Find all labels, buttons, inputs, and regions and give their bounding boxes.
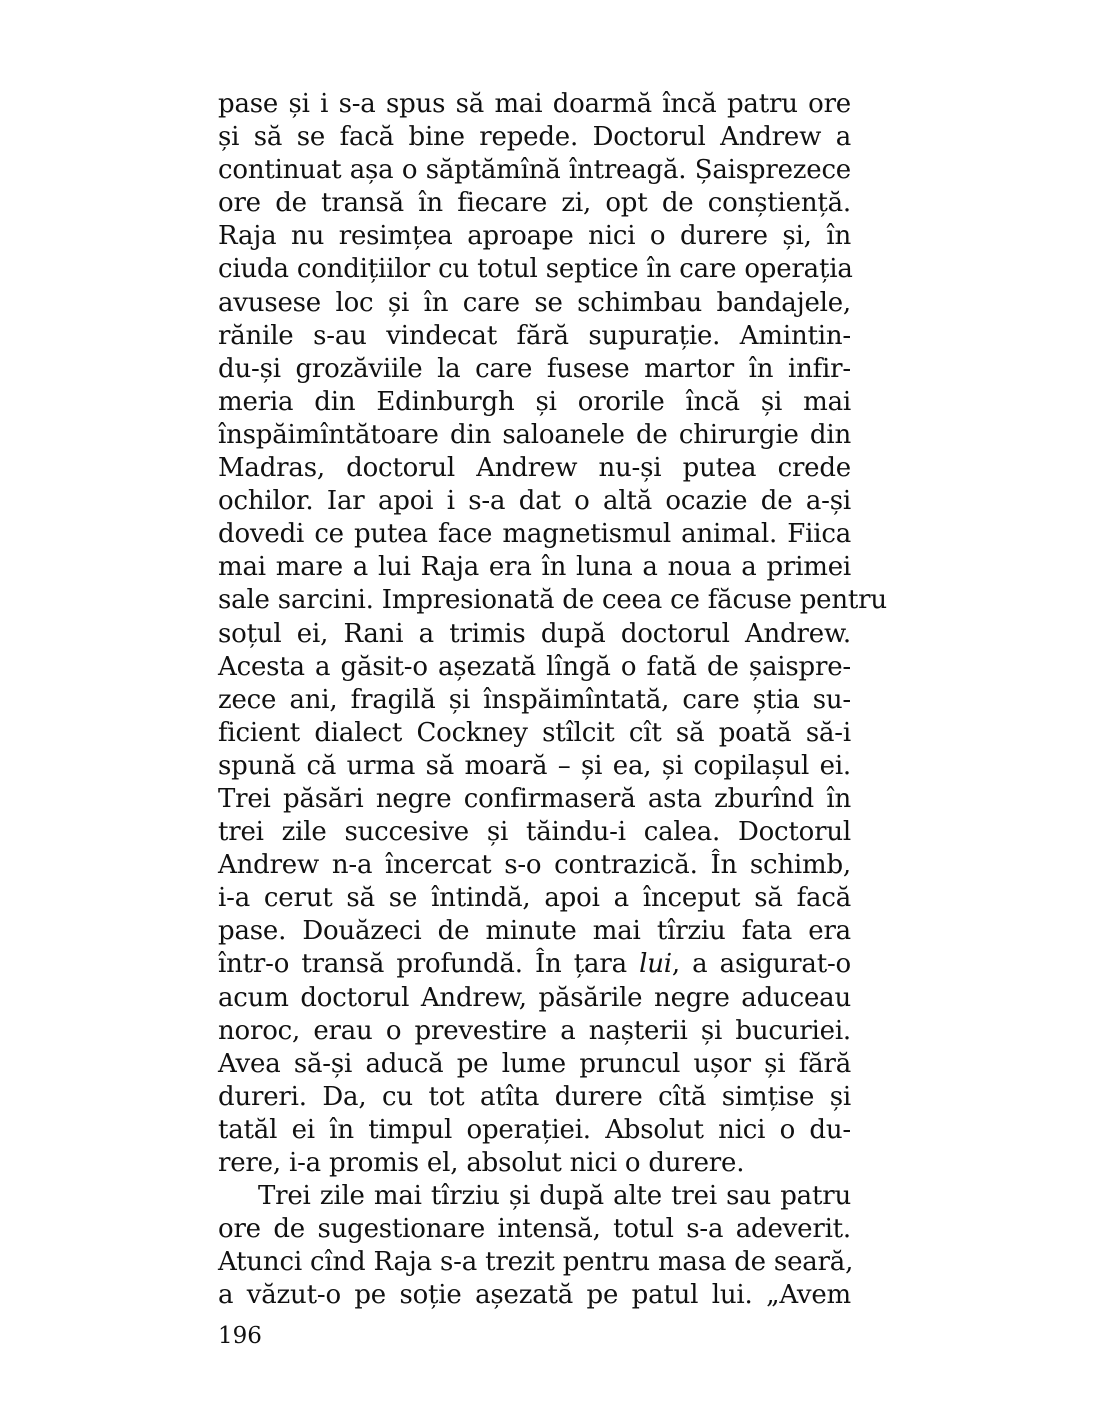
text-line: continuat așa o săptămînă întreagă. Șaisprezece (218, 155, 851, 186)
text-line: du-și grozăviile la care fusese martor în infir- (218, 353, 851, 384)
text-line: Madras, doctorul Andrew nu-și putea crede (218, 453, 851, 484)
text-line: mai mare a lui Raja era în luna a noua a primei (218, 552, 851, 583)
text-fragment: , a asigurat-o (671, 949, 852, 980)
text-line: Avea să-și aducă pe lume pruncul ușor și fără (218, 1048, 851, 1079)
text-line: sale sarcini. Impresionată de ceea ce făcuse pentru (218, 585, 887, 616)
text-line: ochilor. Iar apoi i s-a dat o altă ocazie de a-și (218, 486, 851, 517)
text-line: și să se facă bine repede. Doctorul Andrew a (218, 122, 851, 153)
text-line: tatăl ei în timpul operației. Absolut nici o du- (218, 1114, 851, 1145)
text-line: rănile s-au vindecat fără supurație. Amintin- (218, 320, 851, 351)
text-line: i-a cerut să se întindă, apoi a început să facă (218, 883, 851, 914)
text-line: noroc, erau o prevestire a nașterii și bucuriei. (218, 1015, 851, 1046)
text-line: ore de transă în fiecare zi, opt de conștiență. (218, 188, 851, 219)
text-line: ciuda condițiilor cu totul septice în care operația (218, 254, 853, 285)
page-number: 196 (218, 1323, 262, 1349)
text-line: spună că urma să moară – și ea, și copilașul ei. (218, 750, 851, 781)
text-line: Atunci cînd Raja s-a trezit pentru masa de seară, (218, 1247, 854, 1278)
text-line: rere, i-a promis el, absolut nici o durere. (218, 1148, 745, 1178)
text-line: ore de sugestionare intensă, totul s-a adeverit. (218, 1214, 851, 1245)
text-line: Trei păsări negre confirmaseră asta zburînd în (218, 783, 851, 814)
text-line: zece ani, fragilă și înspăimîntată, care știa su- (218, 684, 851, 715)
paragraph-2 (218, 1180, 854, 1312)
text-line: a văzut-o pe soție așezată pe patul lui. „Avem (218, 1280, 851, 1311)
text-line: dovedi ce putea face magnetismul animal. Fiica (218, 519, 851, 550)
paragraph-1 (218, 88, 887, 1180)
text-line-with-italic (218, 948, 851, 981)
text-line: Raja nu resimțea aproape nici o durere și, în (218, 221, 851, 252)
text-line: dureri. Da, cu tot atîta durere cîtă simțise și (218, 1081, 851, 1112)
text-line: meria din Edinburgh și ororile încă și mai (218, 386, 851, 417)
text-line: Acesta a găsit-o așezată lîngă o fată de șaispre- (218, 651, 851, 682)
text-line: pase. Douăzeci de minute mai tîrziu fata era (218, 916, 851, 947)
italic-word: lui (639, 949, 672, 980)
text-fragment: într-o transă profundă. În țara (218, 949, 640, 980)
text-line: trei zile succesive și tăindu-i calea. Doctorul (218, 817, 851, 848)
text-line: înspăimîntătoare din saloanele de chirurgie din (218, 419, 851, 450)
text-line: Andrew n-a încercat s-o contrazică. În schimb, (218, 850, 851, 881)
text-line: Trei zile mai tîrziu și după alte trei sau patru (258, 1181, 851, 1212)
page-body (218, 88, 887, 1312)
text-line: soțul ei, Rani a trimis după doctorul Andrew. (218, 618, 851, 649)
text-line: pase și i s-a spus să mai doarmă încă patru ore (218, 89, 851, 119)
text-line: ficient dialect Cockney stîlcit cît să poată să-i (218, 717, 851, 748)
text-line: avusese loc și în care se schimbau bandajele, (218, 287, 851, 318)
text-line: acum doctorul Andrew, păsările negre aduceau (218, 982, 851, 1013)
